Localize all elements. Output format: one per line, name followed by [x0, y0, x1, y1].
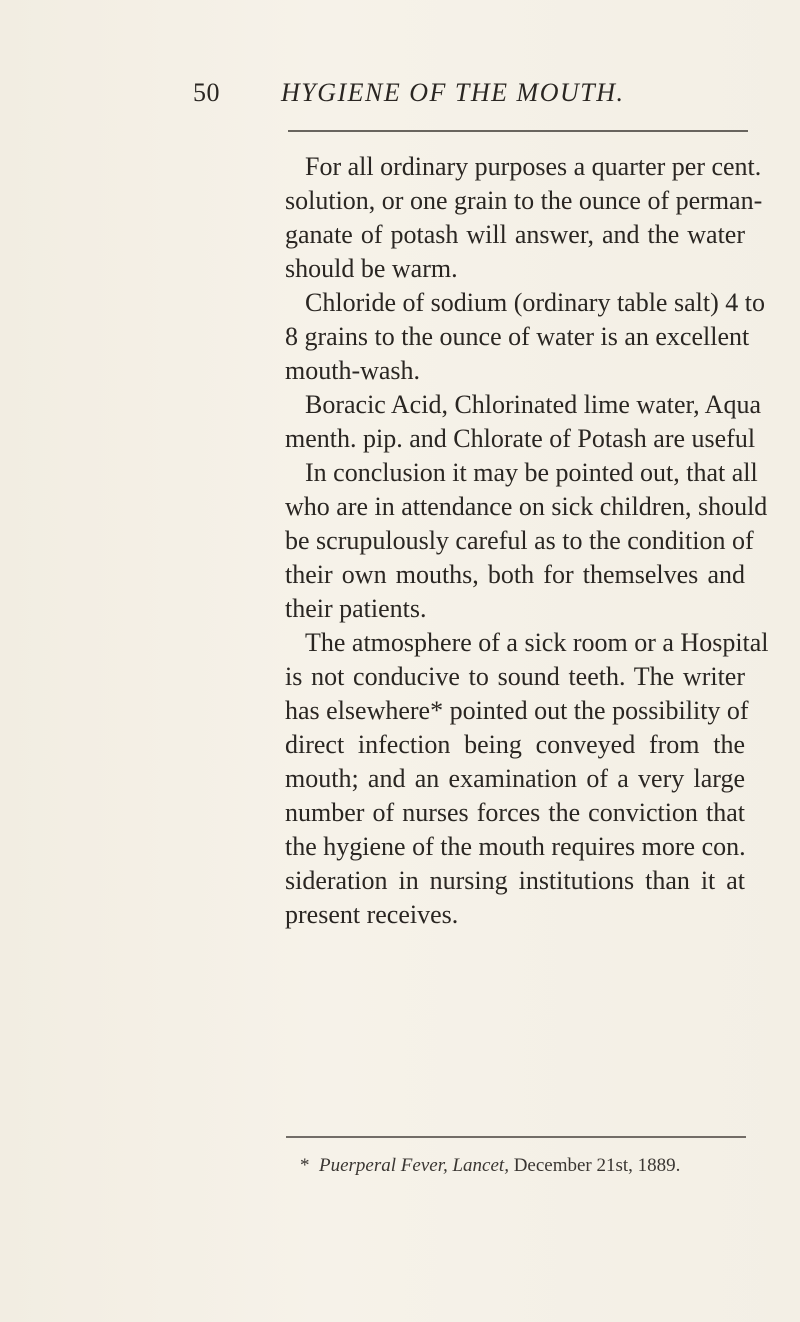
text-line: The atmosphere of a sick room or a Hospital: [305, 628, 769, 657]
text-line: sideration in nursing institutions than it at: [285, 866, 745, 895]
running-title: HYGIENE OF THE MOUTH.: [281, 78, 625, 107]
text-line: is not conducive to sound teeth. The writer: [285, 662, 745, 691]
text-line: present receives.: [285, 900, 459, 929]
text-line: direct infection being conveyed from the: [285, 730, 745, 759]
footnote: [300, 1155, 680, 1177]
text-line: 8 grains to the ounce of water is an excellent: [285, 322, 750, 351]
page-header: [193, 78, 753, 112]
text-line: has elsewhere* pointed out the possibility of: [285, 696, 749, 725]
page-number: 50: [193, 78, 220, 107]
text-line: their own mouths, both for themselves and: [285, 560, 745, 589]
text-line: For all ordinary purposes a quarter per cent.: [305, 152, 762, 181]
text-line: solution, or one grain to the ounce of perman-: [285, 186, 763, 215]
text-line: menth. pip. and Chlorate of Potash are useful: [285, 424, 756, 453]
text-line: Chloride of sodium (ordinary table salt) 4 to: [305, 288, 765, 317]
text-line: should be warm.: [285, 254, 458, 283]
text-line: mouth-wash.: [285, 356, 421, 385]
footnote-rule: [286, 1136, 746, 1138]
text-line: their patients.: [285, 594, 427, 623]
text-line: be scrupulously careful as to the condition of: [285, 526, 754, 555]
header-rule: [288, 130, 748, 132]
footnote-marker: *: [300, 1155, 310, 1176]
text-line: who are in attendance on sick children, should: [285, 492, 768, 521]
footnote-source: Puerperal Fever, Lancet,: [319, 1155, 509, 1176]
text-line: the hygiene of the mouth requires more con.: [285, 832, 746, 861]
text-line: Boracic Acid, Chlorinated lime water, Aqua: [305, 390, 761, 419]
text-line: ganate of potash will answer, and the water: [285, 220, 745, 249]
text-line: number of nurses forces the conviction that: [285, 798, 745, 827]
footnote-date: December 21st, 1889.: [513, 1155, 681, 1176]
text-line: mouth; and an examination of a very large: [285, 764, 745, 793]
text-line: In conclusion it may be pointed out, that all: [305, 458, 758, 487]
